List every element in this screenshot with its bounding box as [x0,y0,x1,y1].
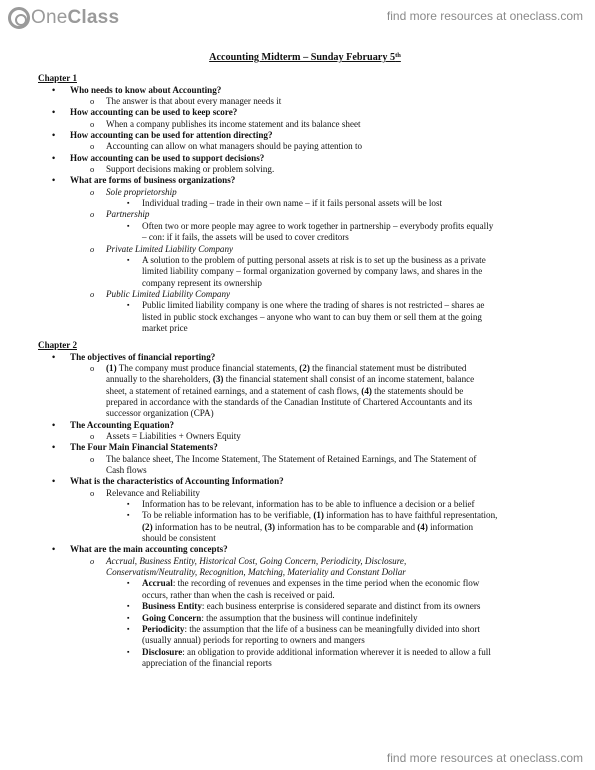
answer: o The balance sheet, The Income Statement, The Statement of Retained Earnings, and The Statement of Cash flows [38,454,558,477]
page-title: Accounting Midterm – Sunday February 5th [209,52,401,63]
question: • How accounting can be used to support decisions? [38,153,558,164]
chapter-1-heading: Chapter 1 [38,73,77,84]
answer: o Accounting can allow on what managers should be paying attention to [38,141,558,152]
org-type: o Sole proprietorship [38,187,558,198]
find-more-link-bottom[interactable]: find more resources at oneclass.com [386,751,583,765]
concept-definition: ▪ Going Concern: the assumption that the business will continue indefinitely [38,613,558,624]
question: • The Four Main Financial Statements? [38,442,558,453]
question: • Who needs to know about Accounting? [38,85,558,96]
site-header [0,0,595,36]
concept-definition: ▪ Accrual: the recording of revenues and expenses in the time period when the economic flow occurs, rather than when the cash is received or paid. [38,578,558,601]
question: • How accounting can be used to keep score? [38,107,558,118]
org-type: o Private Limited Liability Company [38,244,558,255]
answer: o (1) The company must produce financial statements, (2) the financial statement must be distributed annually to the shareholders, (3) the financial statement shall consist of an income statement, balance sheet, a statement of retained earnings, and a statement of cash flows, (4) the statements should be prepared in accordance with the standards of the Canadian Institute of Chartered Accountants and its successor organization (CPA) [38,363,558,420]
org-description: ▪ A solution to the problem of putting personal assets at risk is to set up the business as a private limited liability company – formal organization governed by company laws, and shares in the company represent its ownership [38,255,558,289]
answer: o The answer is that about every manager needs it [38,96,558,107]
chapter-2-heading: Chapter 2 [38,340,77,351]
org-description: ▪ Individual trading – trade in their own name – if it fails personal assets will be lost [38,198,558,209]
answer: o Assets = Liabilities + Owners Equity [38,431,558,442]
answer: o Relevance and Reliability [38,488,558,499]
question: • What is the characteristics of Accounting Information? [38,476,558,487]
detail: ▪ Information has to be relevant, information has to be able to influence a decision or a belief [38,499,558,510]
detail: ▪ To be reliable information has to be verifiable, (1) information has to have faithful representation, (2) information has to be neutral, (3) information has to be comparable and (4) information should be consistent [38,510,558,544]
oneclass-logo[interactable] [8,5,119,31]
concept-list: o Accrual, Business Entity, Historical Cost, Going Concern, Periodicity, Disclosure, Conservatism/Neutrality, Recognition, Matching, Materiality and Constant Dollar [38,556,558,579]
concept-definition: ▪ Periodicity: the assumption that the life of a business can be meaningfully divided into short (usually annual) periods for reporting to owners and mangers [38,624,558,647]
org-type: o Partnership [38,209,558,220]
org-type: o Public Limited Liability Company [38,289,558,300]
question: • The Accounting Equation? [38,420,558,431]
logo-circle-icon [8,7,30,29]
org-description: ▪ Often two or more people may agree to work together in partnership – everybody profits equally – con: if it fails, the assets will be used to cover creditors [38,221,558,244]
question: • What are the main accounting concepts? [38,544,558,555]
logo-text: OneClass [31,7,120,28]
concept-definition: ▪ Business Entity: each business enterprise is considered separate and distinct from its owners [38,601,558,612]
concept-definition: ▪ Disclosure: an obligation to provide additional information wherever it is needed to allow a full appreciation of the financial reports [38,647,558,670]
question: • How accounting can be used for attention directing? [38,130,558,141]
question: • What are forms of business organizations? [38,175,558,186]
find-more-link-top[interactable]: find more resources at oneclass.com [386,9,583,23]
question: • The objectives of financial reporting? [38,352,558,363]
org-description: ▪ Public limited liability company is one where the trading of shares is not restricted – shares ae listed in public stock exchanges – anyone who want to can buy them or sell them at the going market price [38,300,558,334]
document-body [38,52,558,669]
answer: o Support decisions making or problem solving. [38,164,558,175]
answer: o When a company publishes its income statement and its balance sheet [38,119,558,130]
